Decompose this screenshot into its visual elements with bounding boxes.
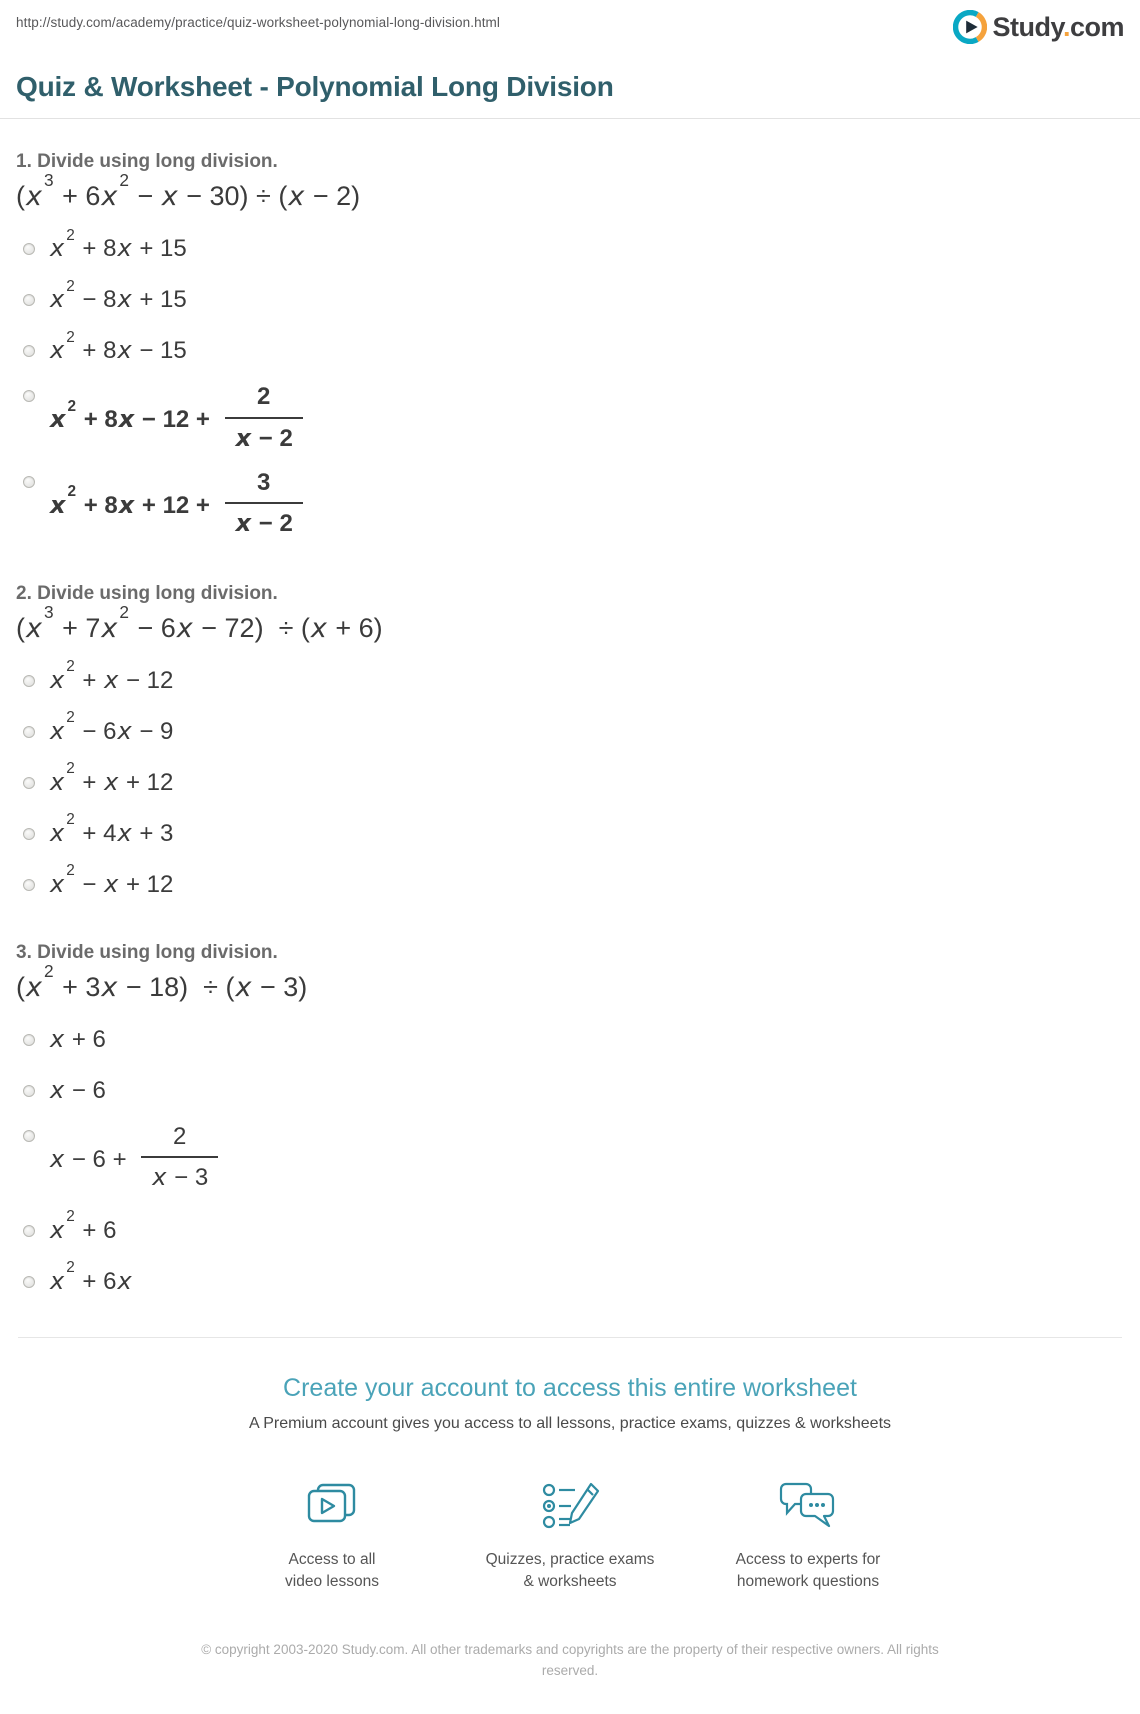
math-expression: x $^2$ − 6x − 9: [50, 709, 174, 746]
feature-label: [285, 1549, 379, 1594]
option-math: [49, 381, 305, 461]
option-math: [49, 811, 174, 850]
radio-button[interactable]: [23, 345, 35, 357]
fraction-denominator: x − 2: [225, 502, 303, 540]
question-3: [16, 942, 1124, 1303]
feature-experts-chat: [698, 1477, 918, 1594]
radio-button[interactable]: [23, 294, 35, 306]
option-row-2-2[interactable]: [16, 711, 1124, 753]
option-math: [49, 1074, 106, 1107]
page-header: [0, 0, 1140, 44]
feature-label-line1: Quizzes, practice exams: [485, 1550, 655, 1568]
logo-text-study: Study: [992, 11, 1063, 42]
question-prompt: [16, 170, 1124, 216]
question-label: 1. Divide using long division.: [16, 151, 278, 172]
radio-button[interactable]: [23, 726, 35, 738]
math-expression: $(x^2 + 3x - 18) \div (x - 3)$: [16, 961, 308, 1003]
option-row-1-5[interactable]: [16, 467, 1124, 547]
experts-chat-icon: [777, 1477, 839, 1535]
math-expression: $(x^3 + 6x^2 - x - 30) \div (x - 2)$: [16, 170, 361, 212]
option-math: [49, 467, 305, 547]
options-list: [16, 228, 1124, 547]
feature-label: [486, 1549, 655, 1594]
option-row-2-5[interactable]: [16, 864, 1124, 906]
option-row-3-2[interactable]: [16, 1070, 1124, 1112]
radio-button[interactable]: [23, 1276, 35, 1288]
math-expression: x − 6: [50, 1076, 106, 1105]
option-row-1-4[interactable]: [16, 381, 1124, 461]
math-expression: x $^2$ + 8x − 12 +: [50, 397, 217, 434]
fraction: [225, 467, 303, 541]
math-expression: x − 6 +: [50, 1145, 134, 1174]
math-expression: x $^2$ + 6x: [50, 1259, 132, 1296]
feature-video-lessons: [222, 1477, 442, 1594]
option-row-3-3[interactable]: [16, 1121, 1124, 1201]
options-list: [16, 660, 1124, 906]
fraction: [225, 381, 303, 455]
option-row-1-3[interactable]: [16, 330, 1124, 372]
feature-label-line1: Access to all: [288, 1550, 376, 1568]
radio-button[interactable]: [23, 1085, 35, 1097]
question-label: 2. Divide using long division.: [16, 582, 278, 604]
radio-button[interactable]: [23, 879, 35, 891]
fraction-numerator: 2: [257, 383, 271, 411]
radio-button[interactable]: [23, 1130, 35, 1142]
quizzes-worksheets-icon: [539, 1477, 601, 1535]
option-math: [49, 1208, 117, 1247]
option-math: [49, 226, 187, 265]
cta-divider: [18, 1337, 1122, 1338]
features-row: [0, 1477, 1140, 1594]
fraction-denominator: x − 3: [141, 1156, 218, 1194]
worksheet-body: [0, 151, 1140, 1303]
option-row-1-2[interactable]: [16, 279, 1124, 321]
radio-button[interactable]: [23, 476, 35, 488]
fraction-denominator: x − 2: [225, 417, 303, 455]
math-expression: x $^2$ − x + 12: [50, 862, 174, 899]
option-math: [49, 328, 187, 367]
option-row-3-4[interactable]: [16, 1210, 1124, 1252]
math-expression: x $^2$ + 8x − 15: [50, 328, 187, 365]
feature-label-line2: homework questions: [736, 1573, 880, 1591]
question-1: [16, 151, 1124, 547]
radio-button[interactable]: [23, 1034, 35, 1046]
option-row-1-1[interactable]: [16, 228, 1124, 270]
options-list: [16, 1019, 1124, 1303]
question-label: 3. Divide using long division.: [16, 941, 278, 963]
option-math: [49, 658, 174, 697]
math-expression: x $^2$ + 8x + 12 +: [50, 483, 217, 520]
math-expression: x $^2$ + x − 12: [50, 658, 174, 695]
page-url: http://study.com/academy/practice/quiz-worksheet-polynomial-long-division.html: [16, 15, 500, 30]
radio-button[interactable]: [23, 390, 35, 402]
radio-button[interactable]: [23, 675, 35, 687]
page-title: Quiz & Worksheet - Polynomial Long Division: [16, 71, 614, 102]
math-expression: $(x^3 + 7x^2 - 6x - 72) \div (x + 6)$: [16, 602, 383, 644]
feature-label: [736, 1549, 881, 1594]
fraction: [141, 1121, 218, 1195]
math-expression: x $^2$ + 4x + 3: [50, 811, 174, 848]
option-row-3-1[interactable]: [16, 1019, 1124, 1061]
radio-button[interactable]: [23, 828, 35, 840]
logo-text: [992, 12, 1124, 43]
cta-subheading: A Premium account gives you access to all lessons, practice exams, quizzes & worksheets: [248, 1414, 892, 1432]
play-circle-icon: [953, 10, 987, 44]
fraction-numerator: 2: [173, 1122, 187, 1150]
option-row-3-5[interactable]: [16, 1261, 1124, 1303]
option-math: [49, 760, 174, 799]
option-row-2-4[interactable]: [16, 813, 1124, 855]
radio-button[interactable]: [23, 243, 35, 255]
option-math: [49, 1121, 220, 1201]
radio-button[interactable]: [23, 1225, 35, 1237]
option-math: [49, 1023, 106, 1056]
math-expression: x $^2$ + x + 12: [50, 760, 174, 797]
fraction-numerator: 3: [257, 468, 271, 496]
logo-text-dot: .: [1062, 11, 1070, 42]
math-expression: x $^2$ + 6: [50, 1208, 117, 1245]
option-math: [49, 1259, 133, 1298]
feature-label-line2: & worksheets: [523, 1573, 617, 1591]
feature-quizzes-worksheets: [460, 1477, 680, 1594]
questions-container: [16, 151, 1124, 1303]
cta-section: [0, 1374, 1140, 1714]
math-expression: x $^2$ − 8x + 15: [50, 277, 187, 314]
video-lessons-icon: [302, 1477, 362, 1535]
option-math: [49, 862, 174, 901]
radio-button[interactable]: [23, 777, 35, 789]
math-expression: x $^2$ + 8x + 15: [50, 226, 187, 263]
option-math: [49, 277, 187, 316]
copyright-text: © copyright 2003-2020 Study.com. All other trademarks and copyrights are the property of their respective owners. All rights reserved.: [201, 1641, 939, 1678]
option-row-2-3[interactable]: [16, 762, 1124, 804]
option-math: [49, 709, 174, 748]
option-row-2-1[interactable]: [16, 660, 1124, 702]
feature-label-line1: Access to experts for: [735, 1550, 881, 1568]
study-logo[interactable]: [953, 10, 1124, 44]
logo-text-com: com: [1069, 11, 1124, 42]
question-prompt: [16, 602, 1124, 648]
feature-label-line2: video lessons: [285, 1573, 379, 1591]
question-prompt: [16, 961, 1124, 1007]
title-divider: [0, 118, 1140, 119]
cta-heading: Create your account to access this entire worksheet: [283, 1373, 857, 1402]
question-2: [16, 583, 1124, 906]
math-expression: x + 6: [50, 1025, 106, 1054]
